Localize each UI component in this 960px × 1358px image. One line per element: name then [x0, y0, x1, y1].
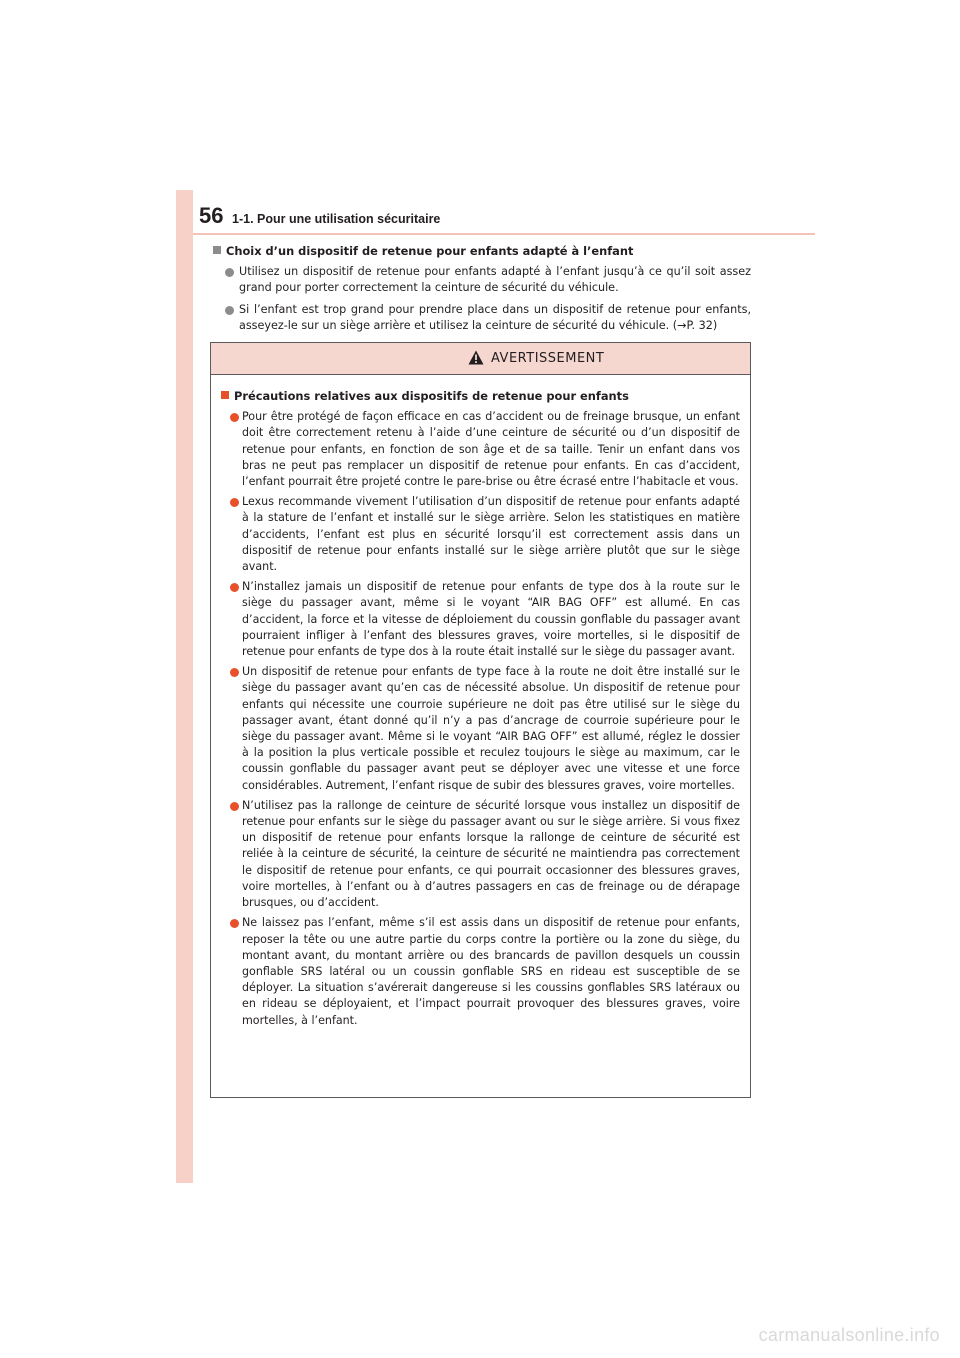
- round-bullet-icon: [225, 268, 234, 277]
- warning-title: AVERTISSEMENT: [491, 351, 605, 366]
- round-bullet-icon: [230, 919, 239, 928]
- side-color-band: [176, 190, 193, 1183]
- subheading-text: Choix d’un dispositif de retenue pour enfants adapté à l’enfant: [226, 244, 634, 258]
- warning-subheading-text: Précautions relatives aux dispositifs de retenue pour enfants: [234, 389, 629, 403]
- warning-triangle-icon: [468, 350, 484, 365]
- warning-header: [211, 343, 750, 375]
- warning-subheading: [221, 388, 740, 404]
- main-content: [213, 243, 751, 340]
- warning-body: [211, 375, 750, 1029]
- square-bullet-icon: [213, 246, 221, 254]
- warning-list-item: [221, 579, 740, 660]
- list-item: [213, 302, 751, 335]
- header-divider: [193, 233, 815, 235]
- warning-item-text: Pour être protégé de façon efficace en cas d’accident ou de freinage brusque, un enfant doit être correctement retenu à l’aide d’une ceinture de sécurité ou d’un dispositif de retenue pour enfants, en fonction de son âge et de sa taille. Tenir un enfant dans vos bras ne peut pas remplacer un dispositif de retenue pour enfants. En cas d’accident, l’enfant pourrait être projeté contre le pare-brise ou être écrasé entre l’habitacle et vous.: [242, 410, 740, 489]
- page-reference-link[interactable]: P. 32): [686, 319, 718, 332]
- warning-list-item: [221, 494, 740, 575]
- round-bullet-icon: [230, 802, 239, 811]
- list-item-text: Utilisez un dispositif de retenue pour enfants adapté à l’enfant jusqu’à ce qu’il soit assez grand pour porter correctement la ceinture de sécurité du véhicule.: [239, 264, 751, 294]
- list-item: [213, 264, 751, 297]
- round-bullet-icon: [230, 498, 239, 507]
- round-bullet-icon: [230, 413, 239, 422]
- warning-list-item: [221, 798, 740, 911]
- warning-list-item: [221, 915, 740, 1028]
- page-number: 56: [199, 203, 224, 228]
- warning-item-text: Lexus recommande vivement l’utilisation d’un dispositif de retenue pour enfants adapté à la stature de l’enfant et installé sur le siège arrière. Selon les statistiques en matière d’accidents, l’enfant est plus en sécurité lorsqu’il est correctement assis dans un dispositif de retenue pour enfants installé sur le siège arrière plutôt que sur le siège avant.: [242, 495, 740, 574]
- list-item-text: Si l’enfant est trop grand pour prendre place dans un dispositif de retenue pour enfants, asseyez-le sur un siège arrière et utilisez la ceinture de sécurité du véhicule. (: [239, 302, 751, 332]
- round-bullet-icon: [230, 583, 239, 592]
- warning-box: [210, 342, 751, 1098]
- watermark[interactable]: carmanualsonline.info: [758, 1325, 940, 1345]
- warning-list-item: [221, 664, 740, 794]
- warning-item-text: Ne laissez pas l’enfant, même s’il est assis dans un dispositif de retenue pour enfants, reposer la tête ou une autre partie du corps contre la portière ou la zone du siège, du montant avant, du montant arrière ou des brancards de pavillon desquels un coussin gonflable SRS latéral ou un coussin gonflable SRS en rideau est susceptible de se déployer. La situation s’avérerait dangereuse si les coussins gonflables SRS latéraux ou en rideau se déployaient, et l’impact pourrait provoquer des blessures graves, voire mortelles, à l’enfant.: [242, 916, 740, 1027]
- warning-item-text: N’installez jamais un dispositif de retenue pour enfants de type dos à la route sur le siège du passager avant, même si le voyant “AIR BAG OFF” est allumé. En cas d’accident, la force et la vitesse de déploiement du coussin gonflable du passager avant pourraient infliger à l’enfant des blessures graves, voire mortelles, si le dispositif de retenue pour enfants de type dos à la route était installé sur le siège du passager avant.: [242, 580, 740, 659]
- square-bullet-icon: [221, 391, 229, 399]
- round-bullet-icon: [230, 668, 239, 677]
- round-bullet-icon: [225, 306, 234, 315]
- warning-item-text: N’utilisez pas la rallonge de ceinture de sécurité lorsque vous installez un dispositif de retenue pour enfants sur le siège du passager avant ou sur le siège arrière. Si vous fixez un dispositif de retenue pour enfants lorsque la rallonge de ceinture de sécurité est reliée à la ceinture de sécurité, la ceinture de sécurité ne maintiendra pas correctement le dispositif de retenue pour enfants, ce qui pourrait occasionner des blessures graves, voire mortelles, à l’enfant ou à d’autres passagers en cas de freinage ou de dérapage brusques, ou d’accident.: [242, 798, 740, 910]
- warning-item-text: Un dispositif de retenue pour enfants de type face à la route ne doit être installé sur le siège du passager avant qu’en cas de nécessité absolue. Un dispositif de retenue pour enfants qui nécessite une courroie supérieure ne doit pas être utilisé sur le siège du passager avant, étant donné qu’il n’y a pas d’ancrage de courroie supérieure pour le siège du passager avant. Même si le voyant “AIR BAG OFF” est allumé, réglez le dossier à la position la plus verticale possible et reculez toujours le siège au maximum, car le coussin gonflable du passager avant peut se déployer avec une vitesse et une force considérables. Autrement, l’enfant risque de subir des blessures graves, voire mortelles.: [242, 665, 740, 792]
- subheading: [213, 243, 751, 260]
- warning-list-item: [221, 409, 740, 490]
- arrow-right-icon: →: [677, 319, 687, 332]
- section-title: 1-1. Pour une utilisation sécuritaire: [232, 212, 441, 226]
